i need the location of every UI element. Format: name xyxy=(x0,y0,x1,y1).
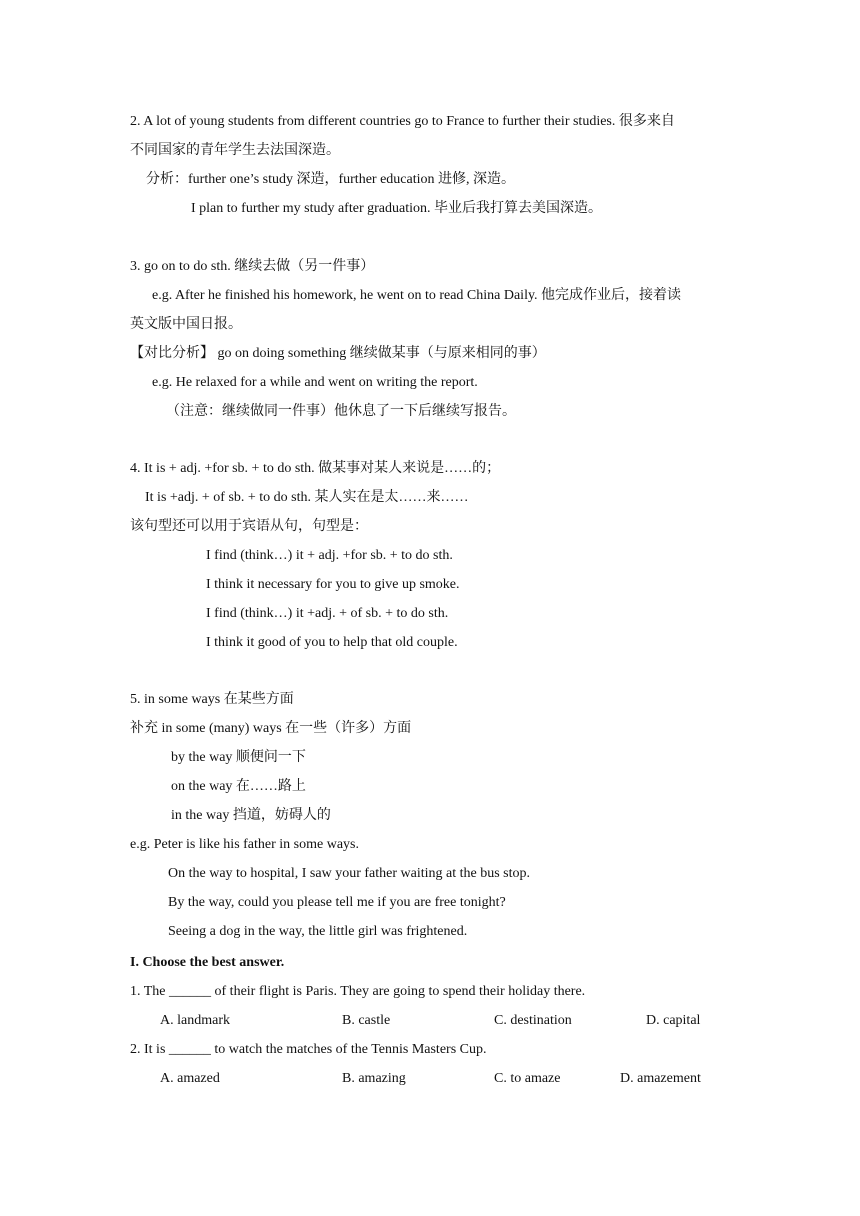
s4-pattern2: It is +adj. + of sb. + to do sth. 某人实在是太……来…… xyxy=(145,490,469,505)
s2-line1: 2. A lot of young students from different countries go to France to further their studies. 很多来自 xyxy=(130,114,675,129)
q1-option-b: B. castle xyxy=(342,1013,391,1028)
s5-way1: by the way 顺便问一下 xyxy=(171,750,306,765)
s4-pattern1: 4. It is + adj. +for sb. + to do sth. 做某事对某人来说是……的； xyxy=(130,461,501,476)
s3-head: 3. go on to do sth. 继续去做（另一件事） xyxy=(130,259,375,274)
exercise-title: I. Choose the best answer. xyxy=(130,955,285,970)
s2-line2: 不同国家的青年学生去法国深造。 xyxy=(130,143,340,158)
s4-example3: I find (think…) it +adj. + of sb. + to do sth. xyxy=(206,606,449,621)
s3-compare: 【对比分析】 go on doing something 继续做某事（与原来相同的事） xyxy=(130,346,546,361)
question-1: 1. The ______ of their flight is Paris. They are going to spend their holiday there. xyxy=(130,984,586,999)
s5-supplement: 补充 in some (many) ways 在一些（许多）方面 xyxy=(130,721,412,736)
s5-way3: in the way 挡道，妨碍人的 xyxy=(171,808,331,823)
s4-example4: I think it good of you to help that old couple. xyxy=(206,635,458,650)
question-2: 2. It is ______ to watch the matches of the Tennis Masters Cup. xyxy=(130,1042,487,1057)
q1-option-d: D. capital xyxy=(646,1013,701,1028)
s4-example2: I think it necessary for you to give up smoke. xyxy=(206,577,460,592)
s4-example1: I find (think…) it + adj. +for sb. + to do sth. xyxy=(206,548,453,563)
q2-option-c: C. to amaze xyxy=(494,1071,561,1086)
q2-option-b: B. amazing xyxy=(342,1071,406,1086)
s5-eg3: By the way, could you please tell me if you are free tonight? xyxy=(168,895,506,910)
q1-option-a: A. landmark xyxy=(160,1013,230,1028)
s3-eg2: e.g. He relaxed for a while and went on writing the report. xyxy=(152,375,478,390)
s2-example: I plan to further my study after graduation. 毕业后我打算去美国深造。 xyxy=(191,201,602,216)
q1-option-c: C. destination xyxy=(494,1013,572,1028)
s5-eg1: e.g. Peter is like his father in some ways. xyxy=(130,837,360,852)
s3-eg1: e.g. After he finished his homework, he went on to read China Daily. 他完成作业后，接着读 xyxy=(152,288,682,303)
s5-way2: on the way 在……路上 xyxy=(171,779,306,794)
s5-eg4: Seeing a dog in the way, the little girl was frightened. xyxy=(168,924,468,939)
s2-analysis: 分析：further one’s study 深造，further education 进修, 深造。 xyxy=(146,172,515,187)
s5-eg2: On the way to hospital, I saw your father waiting at the bus stop. xyxy=(168,866,530,881)
q2-option-d: D. amazement xyxy=(620,1071,701,1086)
s3-note: （注意：继续做同一件事）他休息了一下后继续写报告。 xyxy=(166,404,516,419)
s3-eg1b: 英文版中国日报。 xyxy=(130,317,242,332)
q2-option-a: A. amazed xyxy=(160,1071,220,1086)
s4-note: 该句型还可以用于宾语从句，句型是： xyxy=(130,519,368,534)
s5-head: 5. in some ways 在某些方面 xyxy=(130,692,294,707)
